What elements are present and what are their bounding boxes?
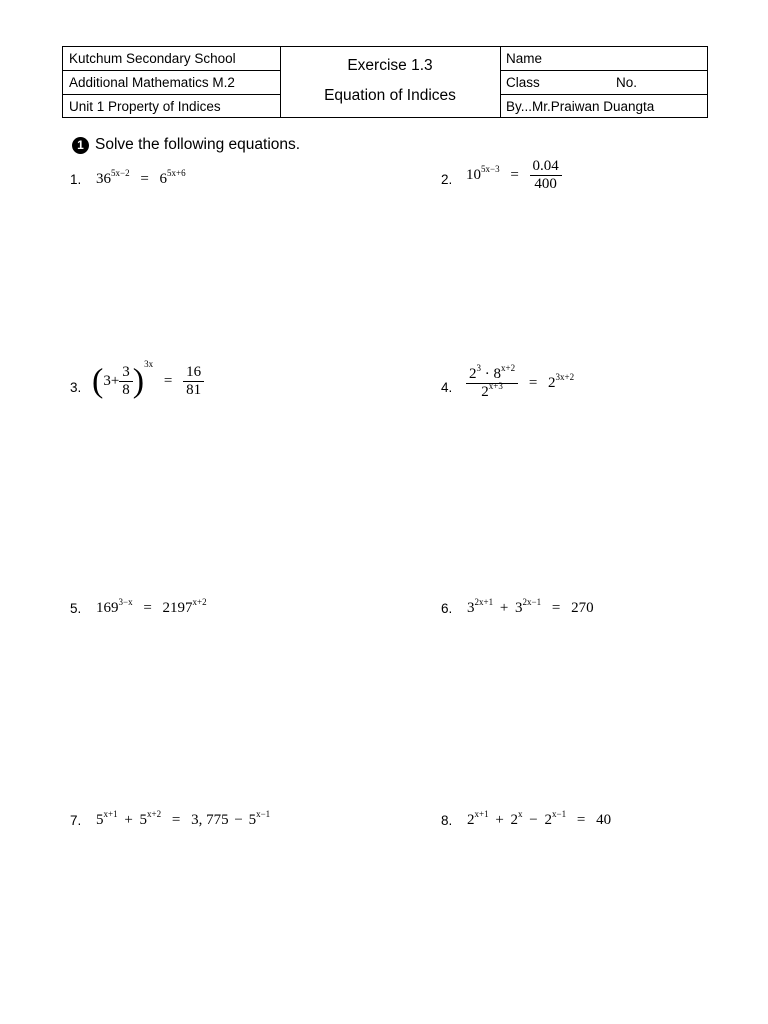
topic-title: Equation of Indices — [324, 87, 456, 104]
instruction-text: Solve the following equations. — [95, 136, 301, 153]
problem-6: $3^{2x+1} + 3^{2x-1} = 270$ — [467, 597, 594, 616]
exercise-title: Exercise 1.3 — [347, 57, 433, 74]
problem-5-number: 5. — [70, 601, 82, 616]
problem-5: $169^{3-x} = 2197^{x+2}$ — [96, 597, 207, 616]
header-right-column — [500, 47, 707, 117]
unit-name: Unit 1 Property of Indices — [69, 99, 221, 114]
problem-4-fraction: $\frac{2^3 \cdot 8^{x+2}}{2^{x+3}}$ — [466, 366, 518, 401]
problem-6-number: 6. — [441, 601, 453, 616]
problem-1: $36^{5x-2} = 6^{5x+6}$ — [96, 168, 186, 187]
problem-8-number: 8. — [441, 813, 453, 828]
problem-4-number: 4. — [441, 380, 453, 395]
numbered-bullet-icon: 1 — [72, 137, 89, 154]
problem-7-number: 7. — [70, 813, 82, 828]
problem-3-number: 3. — [70, 380, 82, 395]
problem-2: $10^{5x-3}$ = $\frac{0.04}{400}$ — [466, 158, 562, 193]
problem-2-fraction: $\frac{0.04}{400}$ — [530, 158, 562, 193]
name-label: Name — [500, 47, 707, 71]
subject-name: Additional Mathematics M.2 — [63, 71, 280, 95]
header-table — [62, 46, 708, 118]
problem-3-fraction: $\frac{16}{81}$ — [183, 364, 204, 399]
number-label: No. — [616, 75, 638, 90]
class-row — [500, 71, 707, 95]
problem-3: (3+ $\frac{3}{8}$ )$^{3x}$ = $\frac{16}{81}$ — [92, 364, 204, 399]
problem-3-inner-fraction: $\frac{3}{8}$ — [119, 364, 133, 399]
author-label: By...Mr.Praiwan Duangta — [506, 99, 655, 114]
class-label: Class — [506, 75, 540, 90]
problem-7: $5^{x+1} + 5^{x+2} = 3$, $775 - 5^{x-1}$ — [96, 809, 271, 828]
header-left-column — [63, 47, 281, 117]
problem-1-number: 1. — [70, 172, 82, 187]
school-name: Kutchum Secondary School — [63, 47, 280, 71]
instruction — [72, 136, 300, 154]
problem-8: $2^{x+1} + 2^x - 2^{x-1} = 40$ — [467, 809, 612, 828]
problem-4: $\frac{2^3 \cdot 8^{x+2}}{2^{x+3}}$ = $2^{3x+2}$ — [466, 366, 574, 401]
problem-2-number: 2. — [441, 172, 453, 187]
header-center-column — [280, 47, 501, 117]
